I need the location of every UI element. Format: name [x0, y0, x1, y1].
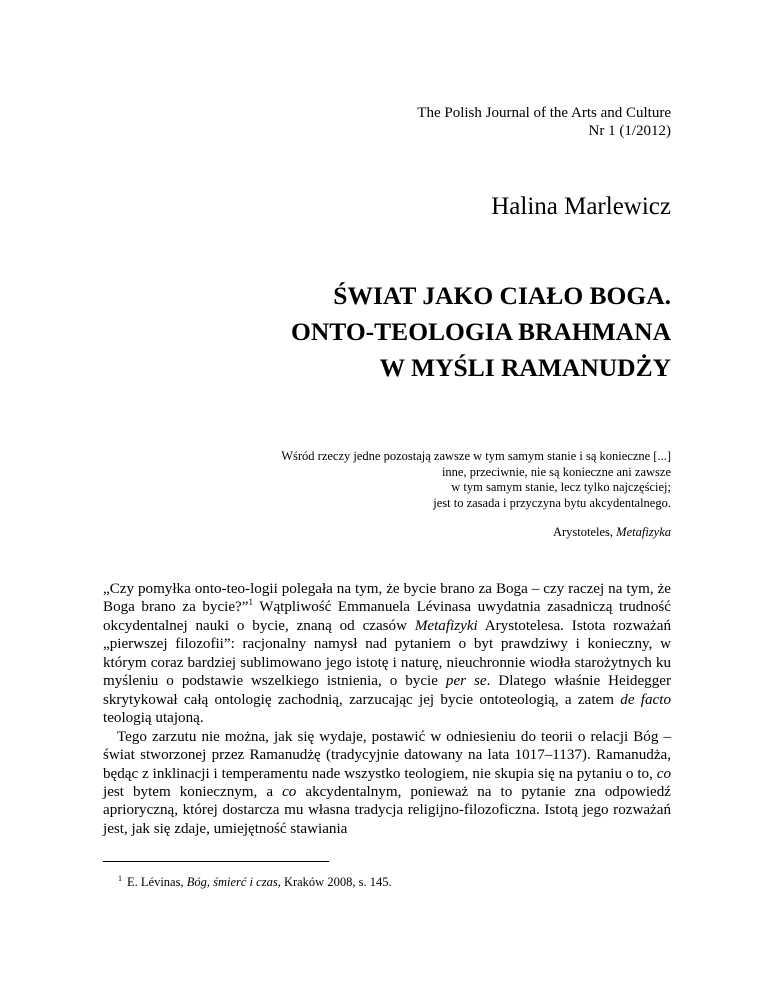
paragraph [103, 728, 671, 839]
footnote [118, 875, 392, 890]
author-name: Halina Marlewicz [491, 193, 671, 220]
text-run: „Czy pomyłka onto-teo-logii polegała na tym, że bycie brano za Boga – czy raczej na tym, że Boga brano za bycie?” [103, 581, 671, 616]
epigraph-source-work: Metafizyka [616, 525, 671, 539]
epigraph-line: inne, przeciwnie, nie są konieczne ani zawsze [441, 464, 671, 479]
text-run: jest bytem koniecznym, a [103, 783, 283, 800]
epigraph-line: w tym samym stanie, lecz tylko najczęściej; [451, 480, 671, 494]
journal-header [417, 104, 671, 140]
journal-name: The Polish Journal of the Arts and Culture [417, 105, 671, 121]
epigraph-source-author: Arystoteles, [552, 525, 617, 539]
italic-term: co [282, 783, 297, 800]
italic-term: co [656, 765, 671, 782]
epigraph-line: Wśród rzeczy jedne pozostają zawsze w tym samym stanie i są konieczne [...] [281, 449, 671, 463]
epigraph-line: jest to zasada i przyczyna bytu akcydentalnego. [433, 495, 671, 510]
title-line: W MYŚLI RAMANUDŻY [379, 353, 671, 382]
footnote-title: Bóg, śmierć i czas [186, 875, 278, 889]
footnote-reference[interactable]: 1 [248, 597, 253, 608]
text-run: Arystotelesa. Istota rozważań „pierwszej filozofii”: racjonalny namysł nad pytaniem o byt prawdziwy i konieczny, w którym coraz bardziej sublimowano jego istotę i naturę, nieuchronnie wiodła starożytnych ku myśleniu o podstawie wszelkiego istnienia, o bycie [103, 617, 671, 690]
title-line: ŚWIAT JAKO CIAŁO BOGA. [333, 281, 671, 310]
footnote-separator [103, 861, 329, 862]
italic-term: de facto [620, 691, 671, 708]
title-line: ONTO-TEOLOGIA BRAHMANA [291, 317, 671, 346]
italic-term: per se [445, 673, 487, 690]
epigraph-source [553, 525, 671, 540]
text-run: Wątpliwość Emmanuela Lévinasa uwydatnia zasadniczą trudność okcydentalnej nauki o bycie, znaną od czasów [103, 599, 671, 634]
footnote-rest: , Kraków 2008, s. 145. [277, 875, 392, 889]
journal-issue: Nr 1 (1/2012) [588, 123, 671, 139]
footnote-number: 1 [118, 874, 122, 883]
article-title [291, 278, 671, 386]
body-text [103, 580, 671, 838]
text-run: . Dlatego właśnie Heidegger skrytykował całą ontologię zachodnią, zarzucając jej bycie ontoteologią, a zatem [103, 673, 671, 708]
epigraph [281, 449, 671, 511]
text-run: Tego zarzutu nie można, jak się wydaje, postawić w odniesieniu do teorii o relacji Bóg – świat stworzonej przez Ramanudżę (tradycyjnie datowany na lata 1017–1137). Ramanudża, będąc z inklinacji i temperamentu nade wszystko teologiem, nie skupia się na pytaniu o to, [103, 728, 671, 782]
footnote-author: E. Lévinas, [127, 875, 187, 889]
italic-term: Metafizyki [414, 617, 478, 634]
text-run: teologią utajoną. [103, 710, 204, 727]
text-run: akcydentalnym, ponieważ na to pytanie zna odpowiedź aprioryczną, której dostarcza mu własna tradycja religijno-filozoficzna. Istotą jego rozważań jest, jak się zdaje, umiejętność stawiania [103, 783, 671, 837]
paragraph [103, 580, 671, 728]
